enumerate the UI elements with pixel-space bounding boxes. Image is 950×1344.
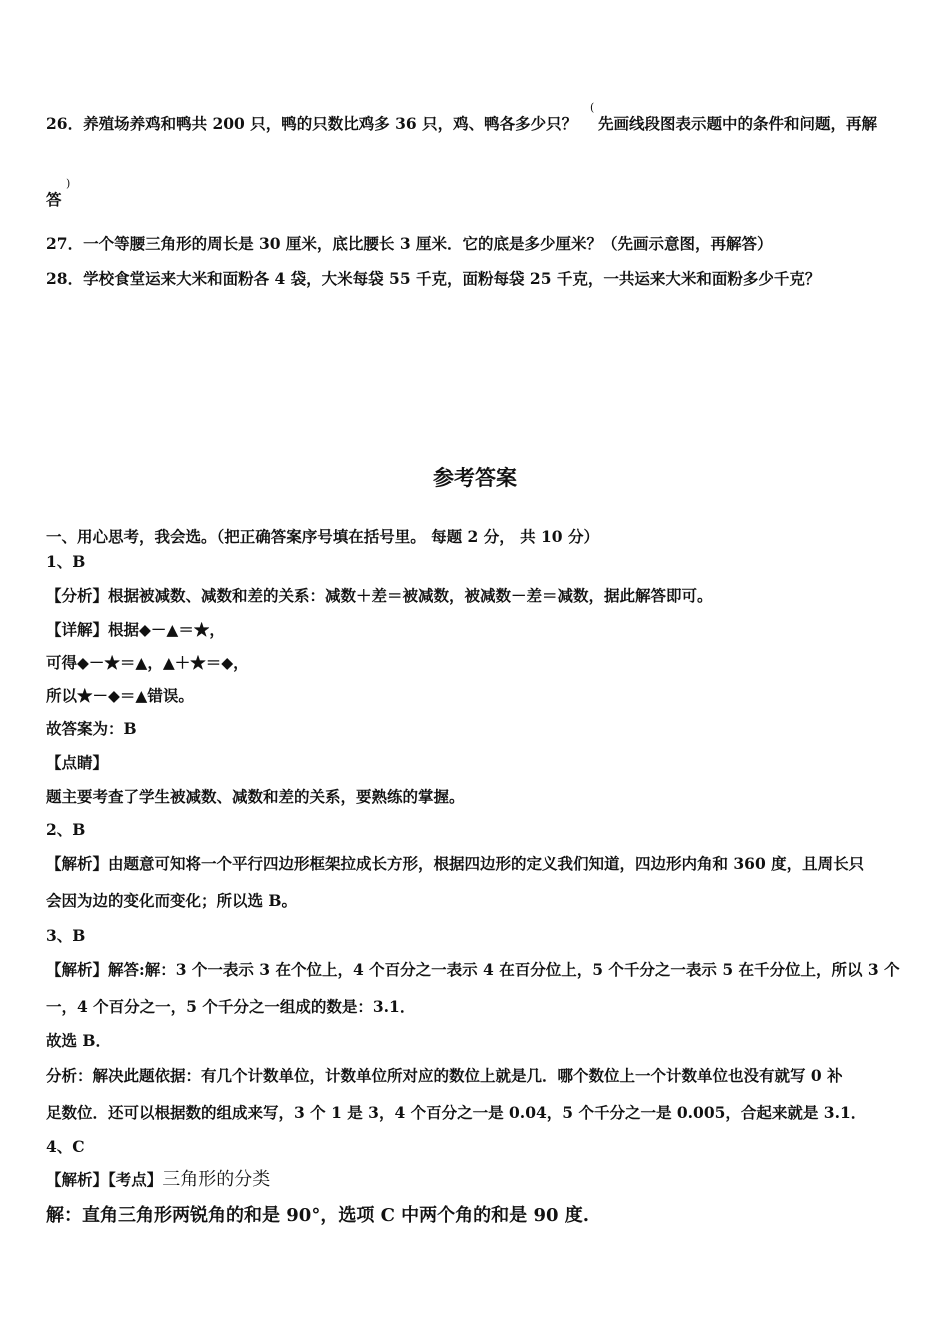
answer-4-tags: 【解析】【考点】 xyxy=(46,1170,163,1189)
answer-4-topic: 三角形的分类 xyxy=(162,1169,271,1190)
answer-4-solution: 解：直角三角形两锐角的和是 90°，选项 C 中两个角的和是 90 度. xyxy=(46,1205,590,1226)
question-27: 27．一个等腰三角形的周长是 30 厘米，底比腰长 3 厘米．它的底是多少厘米？（先画示意图，再解答） xyxy=(46,234,773,253)
answer-1-tip: 题主要考查了学生被减数、减数和差的关系，要熟练的掌握。 xyxy=(46,787,465,806)
answer-2-line-1: 【解析】由题意可知将一个平行四边形框架拉成长方形，根据四边形的定义我们知道，四边形内角和 360 度，且周长只 xyxy=(46,854,865,873)
answer-1-number: 1、B xyxy=(46,552,86,571)
answer-3-line-2: 一，4 个百分之一，5 个千分之一组成的数是：3.1． xyxy=(46,997,416,1016)
answer-3-line-1: 【解析】解答:解：3 个一表示 3 在个位上，4 个百分之一表示 4 在百分位上，5 个千分之一表示 5 在千分位上，所以 3 个 xyxy=(46,960,900,979)
answer-4-header xyxy=(46,1170,270,1190)
answer-3-number: 3、B xyxy=(46,926,86,945)
answer-4-number: 4、C xyxy=(46,1137,85,1156)
answer-3-line-3: 分析：解决此题依据：有几个计数单位，计数单位所对应的数位上就是几．哪个数位上一个计数单位也没有就写 0 补 xyxy=(46,1066,843,1085)
question-26-paren-close: ) xyxy=(66,177,71,190)
section-heading: 一、用心思考，我会选。（把正确答案序号填在括号里。 每题 2 分， 共 10 分） xyxy=(46,527,599,546)
answer-key-title: 参考答案 xyxy=(433,465,517,490)
question-28: 28．学校食堂运来大米和面粉各 4 袋，大米每袋 55 千克，面粉每袋 25 千克，一共运来大米和面粉多少千克？ xyxy=(46,269,821,288)
answer-1-final: 故答案为：B xyxy=(46,719,137,738)
answer-1-step-3: 所以★－◆＝▲错误。 xyxy=(46,686,194,705)
answer-1-tip-label: 【点睛】 xyxy=(46,753,109,772)
question-26-instruction: 先画线段图表示题中的条件和问题，再解 xyxy=(598,114,878,133)
answer-3-line-4: 足数位．还可以根据数的组成来写，3 个 1 是 3，4 个百分之一是 0.04，5 个千分之一是 0.005，合起来就是 3.1． xyxy=(46,1103,867,1122)
answer-2-line-2: 会因为边的变化而变化；所以选 B。 xyxy=(46,891,297,910)
answer-1-analysis: 【分析】根据被减数、减数和差的关系：减数＋差＝被减数，被减数－差＝减数，据此解答即可。 xyxy=(46,586,713,605)
answer-2-number: 2、B xyxy=(46,820,86,839)
question-26-tail: 答 xyxy=(46,190,62,209)
answer-1-detail: 【详解】根据◆－▲＝★， xyxy=(46,620,225,639)
question-26-paren-open: ( xyxy=(590,101,595,114)
answer-1-step-2: 可得◆－★＝▲，▲＋★＝◆， xyxy=(46,653,249,672)
question-26-text: 26．养殖场养鸡和鸭共 200 只，鸭的只数比鸡多 36 只，鸡、鸭各多少只？ xyxy=(46,114,578,133)
answer-3-choice: 故选 B． xyxy=(46,1031,111,1050)
